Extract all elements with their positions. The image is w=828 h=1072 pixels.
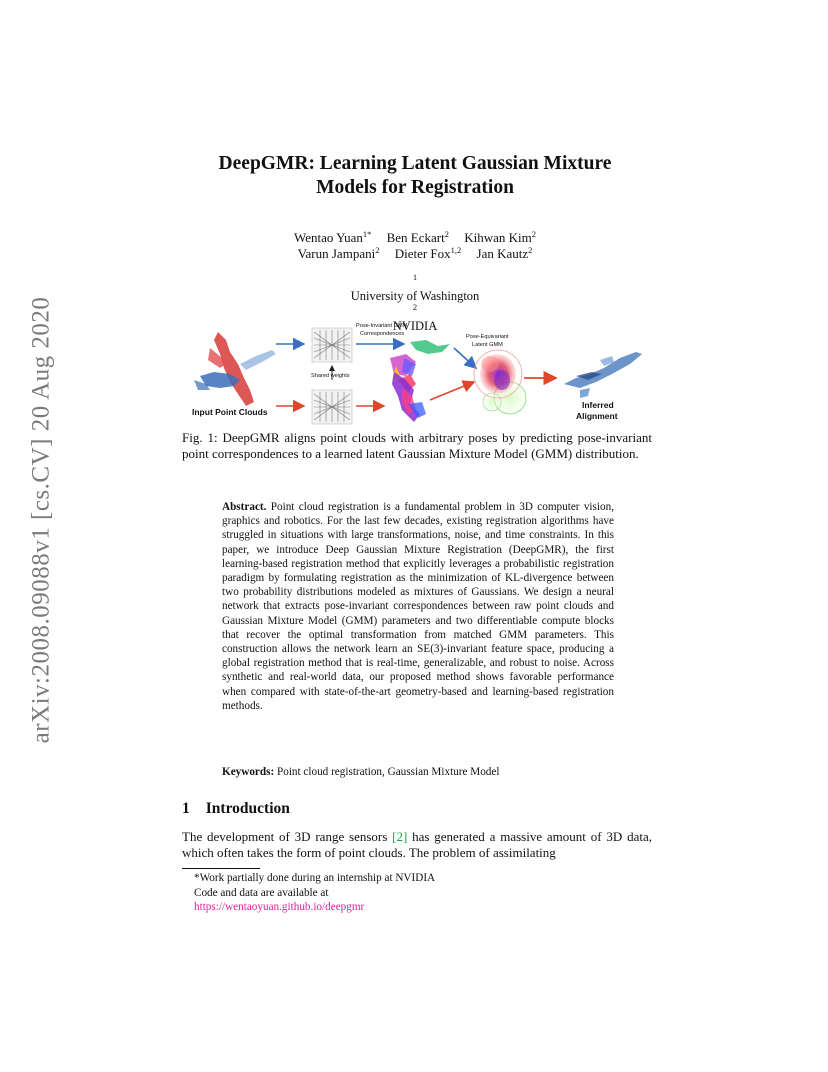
input-point-clouds <box>194 332 276 406</box>
introduction-paragraph <box>182 829 652 861</box>
author-name: Jan Kautz <box>476 246 529 261</box>
author-name: Ben Eckart <box>386 230 445 245</box>
abstract-text: Point cloud registration is a fundamental problem in 3D computer vision, graphics and robotics. For the last few decades, existing registration algorithms have struggled in situations with large transformations, noise, and time constraints. In this paper, we introduce Deep Gaussian Mixture Registration (DeepGMR), the first learning-based registration method that explicitly leverages a probabilistic registration paradigm by formulating registration as the minimization of KL-divergence between two probability distributions modeled as mixtures of Gaussians. We design a neural network that extracts pose-invariant correspondences between raw point clouds and Gaussian Mixture Model (GMM) parameters and two differentiable compute blocks that recover the optimal transformation from matched GMM parameters. This construction allows the network learn an SE(3)-invariant feature space, producing a global registration method that is real-time, generalizable, and robust to noise. Across synthetic and real-world data, our proposed method shows favorable performance when compared with state-of-the-art geometry-based and learning-based registration methods. <box>222 501 614 712</box>
section-title: Introduction <box>205 800 290 817</box>
intro-text-end: has generated a massive amount of 3D data, which often takes the form of point clouds. The problem of assimilating <box>182 829 652 860</box>
footnote-code-prefix: Code and data are available at <box>194 886 329 899</box>
label-input-point-clouds: Input Point Clouds <box>192 407 268 417</box>
label-correspondences: Correspondences <box>360 331 405 337</box>
affiliation-mark: 1 <box>412 272 418 282</box>
footnote-code <box>194 886 654 915</box>
section-heading-introduction <box>182 800 290 818</box>
author-name: Dieter Fox <box>394 246 451 261</box>
author-affil-mark: 2 <box>375 245 380 255</box>
project-url-link[interactable]: https://wentaoyuan.github.io/deepgmr <box>194 901 365 913</box>
network-bottom <box>312 390 352 424</box>
teaser-figure <box>180 318 650 426</box>
label-latent-gmm: Latent GMM <box>472 342 503 348</box>
arrow-blue-3 <box>454 348 476 368</box>
author <box>395 246 462 261</box>
affiliation-name: University of Washington <box>350 289 480 303</box>
paper-title <box>150 152 680 200</box>
citation-link[interactable]: [2] <box>392 829 408 844</box>
label-inferred: Inferred <box>582 400 614 410</box>
author <box>294 230 371 245</box>
author <box>387 230 449 245</box>
author-affil-mark: 2 <box>528 245 533 255</box>
aligned-point-cloud <box>564 352 642 398</box>
author-row-1 <box>200 230 630 246</box>
keywords-text: Point cloud registration, Gaussian Mixture Model <box>277 766 500 778</box>
arrow-red-3 <box>430 382 474 400</box>
section-number: 1 <box>182 800 190 817</box>
correspondence-clouds <box>390 340 450 422</box>
author-name: Kihwan Kim <box>464 230 532 245</box>
author <box>464 230 536 245</box>
abstract-label: Abstract. <box>222 501 267 513</box>
title-line-2: Models for Registration <box>316 177 514 198</box>
intro-text-start: The development of 3D range sensors <box>182 829 393 844</box>
arxiv-id: arXiv:2008.09088v1 [cs.CV] 20 Aug 2020 <box>27 296 54 744</box>
label-pose-invariant-gmm: Pose-Invariant GMM <box>356 323 408 329</box>
footnotes <box>194 871 654 915</box>
author <box>298 246 380 261</box>
author-row-2 <box>200 246 630 262</box>
author-affil-mark: 1,2 <box>450 245 462 255</box>
abstract <box>222 500 614 713</box>
title-line-1: DeepGMR: Learning Latent Gaussian Mixture <box>218 153 612 174</box>
keywords-label: Keywords: <box>222 766 275 778</box>
figure-caption: Fig. 1: DeepGMR aligns point clouds with arbitrary poses by predicting pose-invariant point correspondences to a learned latent Gaussian Mixture Model (GMM) distribution. <box>182 430 652 461</box>
author-affil-mark: 2 <box>531 229 537 239</box>
author-affil-mark: 1* <box>362 229 372 239</box>
label-alignment: Alignment <box>576 411 618 421</box>
author-affil-mark: 2 <box>444 229 449 239</box>
author <box>477 246 533 261</box>
author-list <box>200 230 630 262</box>
keywords <box>222 765 614 779</box>
footnote-rule <box>182 868 260 869</box>
footnote-work: *Work partially done during an internship at NVIDIA <box>194 872 436 884</box>
latent-gmm <box>474 350 526 414</box>
network-top <box>312 328 352 362</box>
arxiv-stamp <box>16 280 66 760</box>
author-name: Varun Jampani <box>297 246 376 261</box>
label-pose-equivariant: Pose-Equivariant <box>466 334 509 340</box>
affiliation <box>250 274 580 304</box>
label-shared-weights: Shared weights <box>311 373 350 379</box>
affiliation-name: NVIDIA <box>392 319 438 333</box>
author-name: Wentao Yuan <box>293 230 363 245</box>
affiliation-mark: 2 <box>412 302 418 312</box>
